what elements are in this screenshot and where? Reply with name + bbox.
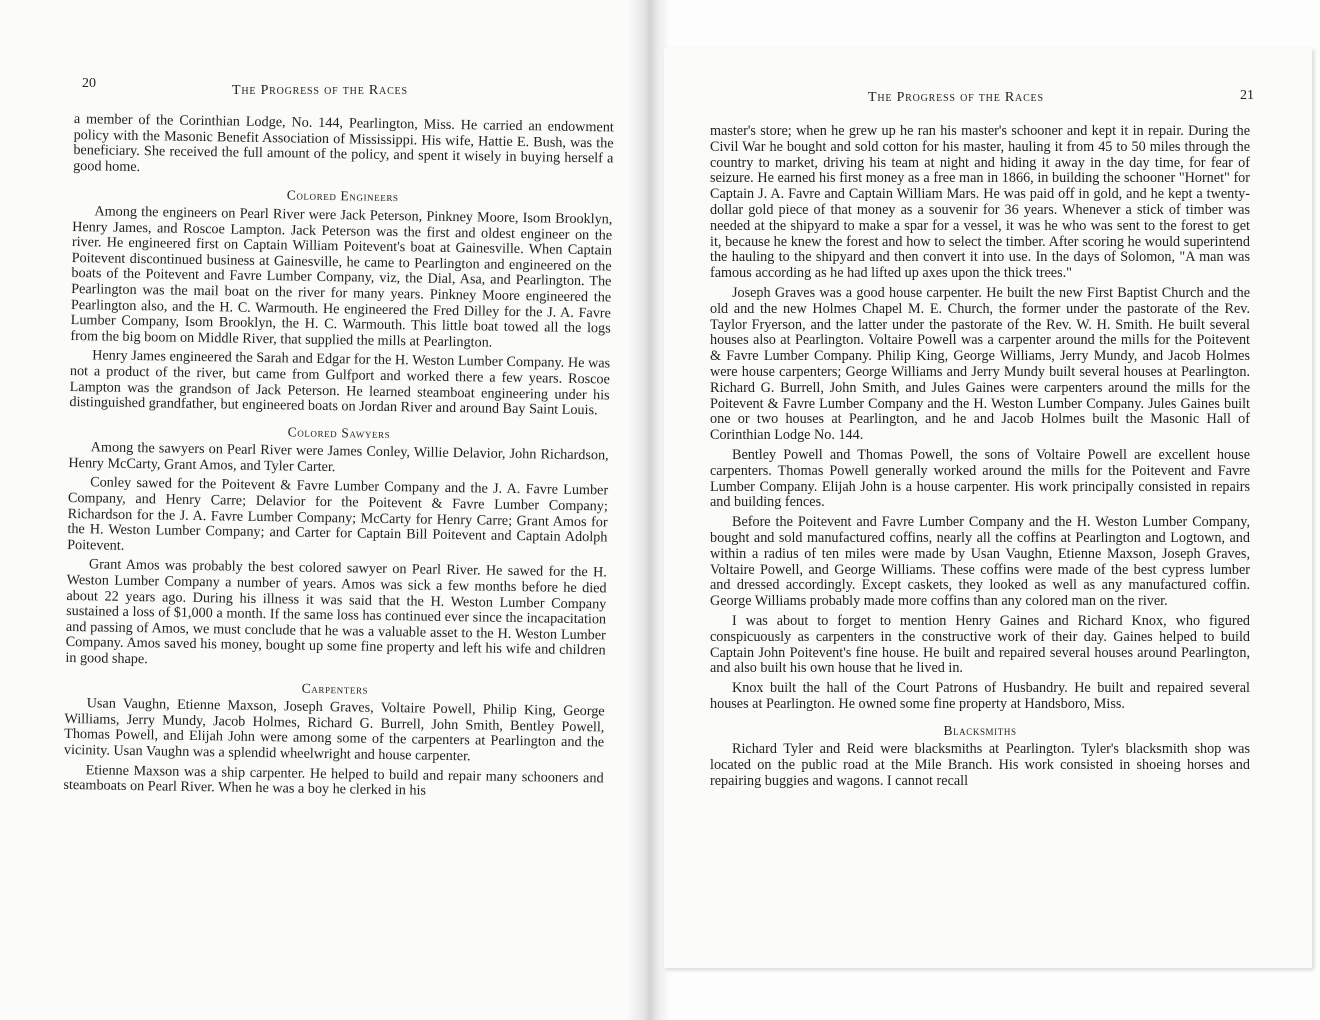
paragraph: Among the sawyers on Pearl River were James Conley, Willie Delavior, John Richardson, Henry McCarty, Grant Amos, and Tyler Carter.	[68, 439, 609, 476]
paragraph: Etienne Maxson was a ship carpenter. He helped to build and repair many schooners and steamboats on Pearl River. When he was a boy he clerked in his	[63, 761, 604, 799]
paragraph: Conley sawed for the Poitevent & Favre Lumber Company and the J. A. Favre Lumber Company, and Henry Carre; Delavior for the Poitevent & Favre Lumber Company; Richardson for the J. A. Favre Lumber Company; McCarty for Henry Carre; Grant Amos for the H. Weston Lumber Company; and Carter for Captain Bill Poitevent and Captain Adolph Poitevent.	[67, 474, 609, 554]
paragraph: Before the Poitevent and Favre Lumber Company and the H. Weston Lumber Company, bought and sold manufactured coffins, nearly all the coffins at Pearlington and Logtown, and within a radius of ten miles were made by Usan Vaughn, Etienne Maxson, Joseph Graves, Voltaire Powell, and George Williams. These coffins were made of the best cypress lumber and dressed accordingly. Except caskets, they looked as well as any manufactured coffin. George Williams probably made more coffins than any colored man on the river.	[710, 514, 1250, 610]
paragraph: Bentley Powell and Thomas Powell, the sons of Voltaire Powell are excellent house carpenters. Thomas Powell generally worked around the mills for the Poitevent and Favre Lumber Company. Elijah John is a house carpenter. His work principally consisted in repairs and building fences.	[710, 446, 1250, 511]
page-number: 20	[82, 76, 96, 91]
right-page	[664, 48, 1312, 968]
paragraph: Grant Amos was probably the best colored sawyer on Pearl River. He sawed for the H. Weston Lumber Company a number of years. Amos was sick a few months before he died about 22 years ago. During his illness it was said that the H. Weston Lumber Company sustained a loss of $1,000 a month. If the same loss has continued ever since the incapacitation and passing of Amos, we must conclude that he was a valuable asset to the H. Weston Lumber Company. Amos saved his money, bought up some fine property and left his wife and children in good shape.	[65, 556, 607, 668]
paragraph: Among the engineers on Pearl River were Jack Peterson, Pinkney Moore, Isom Brooklyn, Henry James, and Roscoe Lampton. Jack Peterson was the first and oldest engineer on the river. He engineered first on Captain William Poitevent's boat at Gainesville. When Captain Poitevent discontinued business at Gainesville, he came to Pearlington and engineered on the boats of the Poitevent and Favre Lumber Company, viz, the Dial, Asa, and Pearlington. The Pearlington was the mail boat on the river for many years. Pinkney Moore engineered the Pearlington also, and the H. C. Warmouth. He engineered the Fred Dilley for the J. A. Favre Lumber Company, Isom Brooklyn, the H. C. Warmouth. This little boat towed all the logs from the big boom on Middle River, that supplied the mills at Pearlington.	[70, 203, 613, 351]
running-head: The Progress of the Races	[232, 83, 408, 98]
paragraph: Richard Tyler and Reid were blacksmiths at Pearlington. Tyler's blacksmith shop was located on the public road at the Mile Branch. His work consisted in shoeing horses and repairing buggies and wagons. I cannot recall	[710, 741, 1250, 790]
page-number: 21	[1240, 88, 1254, 103]
paragraph: Knox built the hall of the Court Patrons of Husbandry. He built and repaired several houses at Pearlington. He owned some fine property at Handsboro, Miss.	[710, 680, 1250, 712]
paragraph: master's store; when he grew up he ran his master's schooner and kept it in repair. During the Civil War he bought and sold cotton for his master, hauling it from 45 to 50 miles through the country to market, driving his team at night and hiding it away in the day time, for fear of seizure. He earned his first money as a free man in 1866, in building the schooner "Hornet" for Captain J. A. Favre and Captain William Mars. He was paid off in gold, and he kept a twenty-dollar gold piece of that money as a souvenir for 36 years. Whenever a stick of timber was needed at the shipyard to make a spar for a vessel, it was he who was sent to the forest to get it, because he knew the forest and how to select the timber. After scoring he would superintend the hauling to the shipyard and then convert it into use. In the days of Solomon, "A man was famous according as he had lifted up axes upon the thick trees."	[710, 123, 1250, 282]
section-heading: Carpenters	[301, 680, 369, 697]
paragraph: I was about to forget to mention Henry Gaines and Richard Knox, who figured conspicuously as carpenters in the constructive work of their day. Gaines helped to build Captain John Poitevent's fine house. He built and repaired several houses around Pearlington, and also built his own house that he lived in.	[710, 612, 1250, 677]
paragraph: Joseph Graves was a good house carpenter. He built the new First Baptist Church and the old and the new Holmes Chapel M. E. Church, the former under the pastorate of the Rev. Taylor Fryerson, and the latter under the pastorate of the Rev. W. H. Smith. He built several houses also at Pearlington. Voltaire Powell was a carpenter around the mills for the Poitevent & Favre Lumber Company. Philip King, George Williams, Jerry Mundy, and Jacob Holmes were house carpenters; George Williams and Jerry Mundy built several houses at Pearlington. Richard G. Burrell, John Smith, and Jules Gaines were carpenters around the mills for the Poitevent & Favre Lumber Company and the H. Weston Lumber Company. Jules Gaines built one or two houses at Pearlington, and he and Jacob Holmes built the Masonic Hall of Corinthian Lodge No. 144.	[710, 284, 1250, 444]
paragraph: Henry James engineered the Sarah and Edgar for the H. Weston Lumber Company. He was not a product of the river, but came from Gulfport and worked there a few years. Roscoe Lampton was the grandson of Jack Peterson. He learned steamboat engineering under his distinguished grandfather, but engineered boats on Jordan River and around Bay Saint Louis.	[69, 347, 611, 419]
section-heading: Colored Engineers	[286, 187, 399, 205]
section-heading: Blacksmiths	[943, 722, 1017, 738]
text-column	[710, 124, 1250, 794]
section-heading: Colored Sawyers	[287, 424, 391, 441]
paragraph: a member of the Corinthian Lodge, No. 144, Pearlington, Miss. He carried an endowment policy with the Masonic Benefit Association of Mississippi. His wife, Hattie E. Bush, was the beneficiary. She received the full amount of the policy, and spent it wisely in buying herself a good home.	[73, 111, 614, 175]
paragraph: Usan Vaughn, Etienne Maxson, Joseph Graves, Voltaire Powell, Philip King, George Williams, Jerry Mundy, Jacob Holmes, Richard G. Burrell, John Smith, Bentley Powell, Thomas Powell, and Elijah John were among some of the carpenters at Pearlington and the vicinity. Usan Vaughn was a splendid wheelwright and house carpenter.	[63, 695, 605, 765]
text-column	[63, 112, 614, 806]
running-head: The Progress of the Races	[868, 90, 1044, 105]
book-gutter	[628, 0, 668, 1020]
left-page	[0, 0, 640, 1020]
